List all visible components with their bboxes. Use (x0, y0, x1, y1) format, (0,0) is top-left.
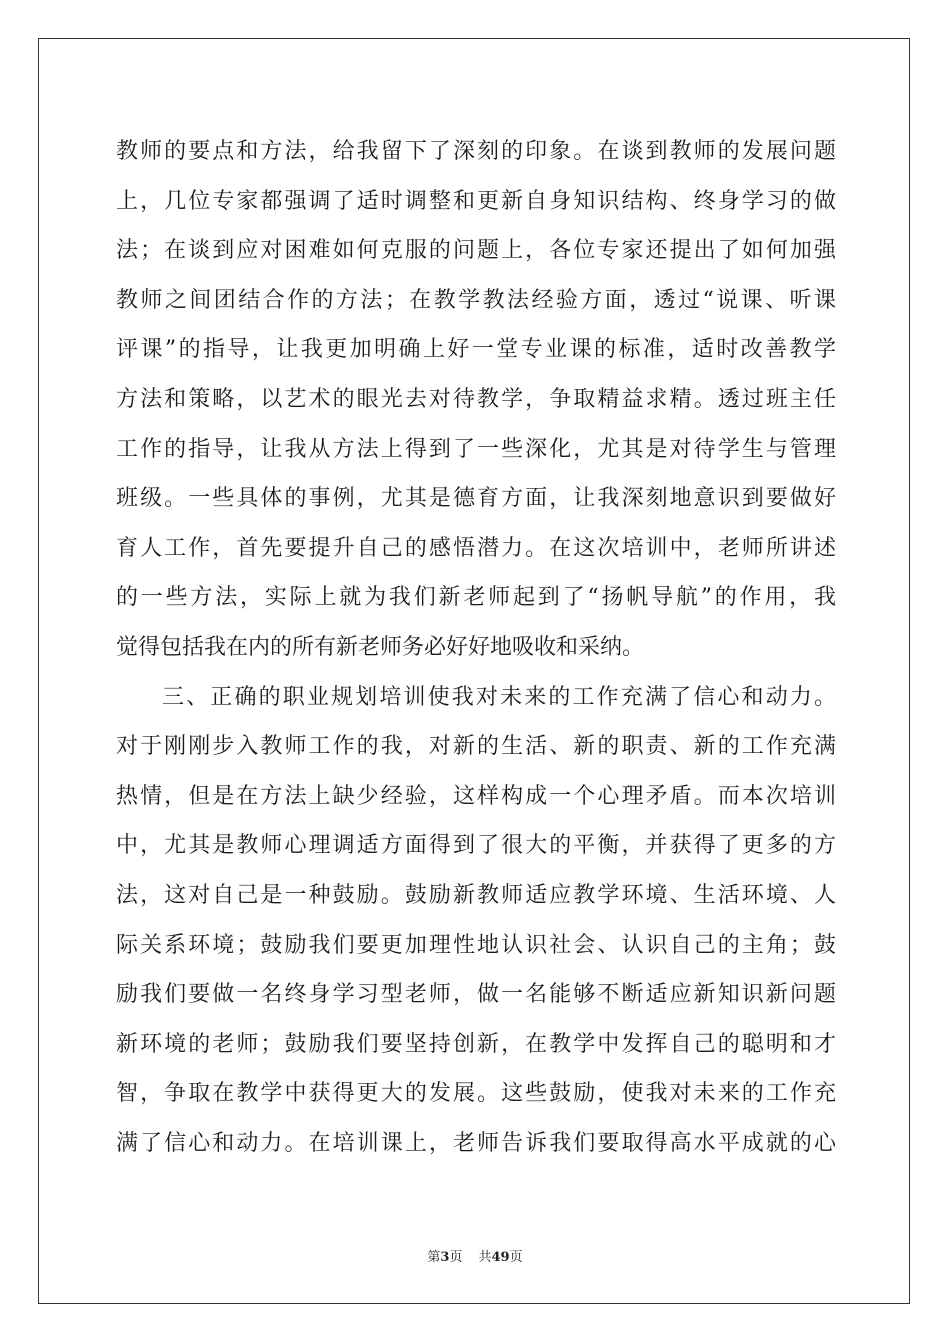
text-line: 中，尤其是教师心理调适方面得到了很大的平衡，并获得了更多的方 (116, 833, 836, 859)
page-suffix: 页 (449, 1250, 463, 1265)
text-line: 法；在谈到应对困难如何克服的问题上，各位专家还提出了如何加强 (116, 238, 836, 264)
text-line: 对于刚刚步入教师工作的我，对新的生活、新的职责、新的工作充满 (116, 734, 836, 760)
page-footer (0, 1246, 950, 1265)
paragraph-end-line: 觉得包括我在内的所有新老师务必好好地吸收和采纳。 (116, 634, 645, 660)
total-suffix: 页 (509, 1250, 523, 1265)
text-line: 班级。一些具体的事例，尤其是德育方面，让我深刻地意识到要做好 (116, 486, 836, 512)
document-body (116, 127, 836, 1168)
page-number: 3 (440, 1250, 450, 1265)
section-heading-line: 三、正确的职业规划培训使我对未来的工作充满了信心和动力。 (162, 684, 836, 710)
text-line: 方法和策略，以艺术的眼光去对待教学，争取精益求精。透过班主任 (116, 386, 836, 412)
text-line: 评课”的指导，让我更加明确上好一堂专业课的标准，适时改善教学 (116, 337, 836, 363)
text-line: 热情，但是在方法上缺少经验，这样构成一个心理矛盾。而本次培训 (116, 783, 836, 809)
total-prefix: 共 (478, 1250, 492, 1265)
text-line: 的一些方法，实际上就为我们新老师起到了“扬帆导航”的作用，我 (116, 585, 836, 611)
text-line: 智，争取在教学中获得更大的发展。这些鼓励，使我对未来的工作充 (116, 1081, 836, 1107)
total-pages: 49 (491, 1250, 510, 1265)
text-line: 满了信心和动力。在培训课上，老师告诉我们要取得高水平成就的心 (116, 1130, 836, 1156)
text-line: 教师的要点和方法，给我留下了深刻的印象。在谈到教师的发展问题 (116, 139, 836, 164)
text-line: 际关系环境；鼓励我们要更加理性地认识社会、认识自己的主角；鼓 (116, 932, 836, 958)
text-line: 新环境的老师；鼓励我们要坚持创新，在教学中发挥自己的聪明和才 (116, 1031, 836, 1057)
page-prefix: 第 (427, 1250, 441, 1265)
text-line: 法，这对自己是一种鼓励。鼓励新教师适应教学环境、生活环境、人 (116, 882, 836, 908)
text-line: 教师之间团结合作的方法；在教学教法经验方面，透过“说课、听课 (116, 287, 836, 313)
text-line: 励我们要做一名终身学习型老师，做一名能够不断适应新知识新问题 (116, 982, 836, 1008)
text-line: 上，几位专家都强调了适时调整和更新自身知识结构、终身学习的做 (116, 188, 836, 214)
text-line: 工作的指导，让我从方法上得到了一些深化，尤其是对待学生与管理 (116, 436, 836, 462)
text-line: 育人工作，首先要提升自己的感悟潜力。在这次培训中，老师所讲述 (116, 535, 836, 561)
